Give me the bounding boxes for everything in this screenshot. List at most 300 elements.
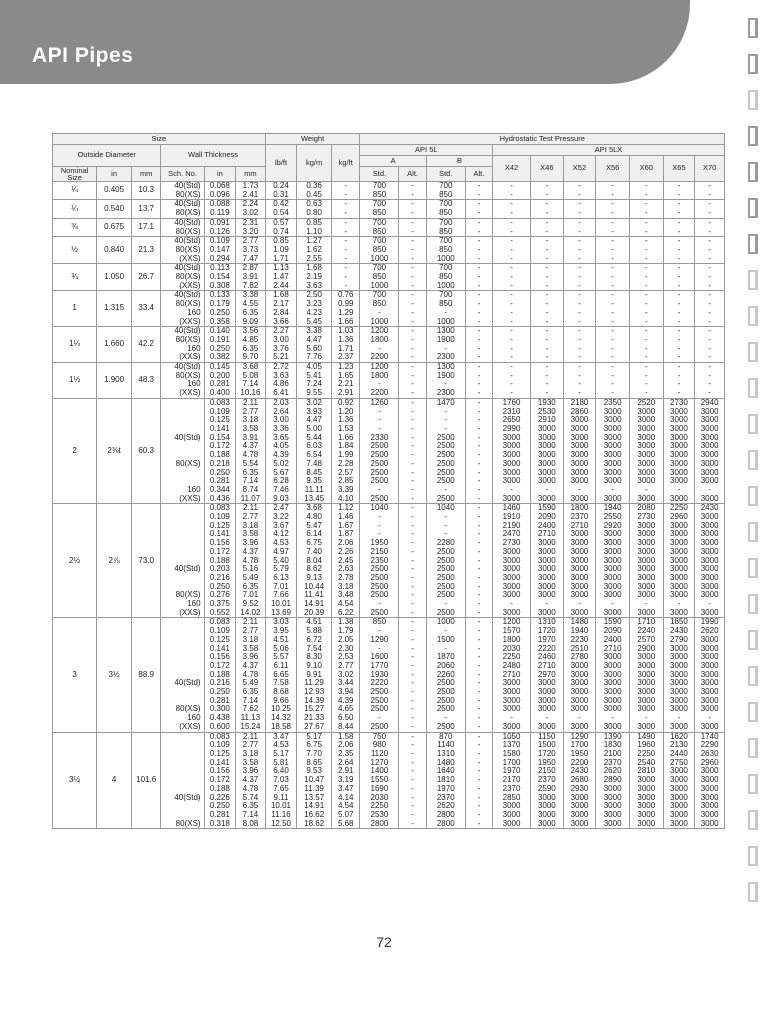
od-in-cell: 0.540 — [97, 200, 132, 218]
x52-cell-value: 3000 — [570, 432, 589, 442]
std-b-header: Std. — [426, 167, 465, 182]
x60-cell-value: - — [644, 599, 648, 609]
wall-mm-cell-value: 3.91 — [242, 272, 259, 282]
kgft-cell — [332, 398, 360, 503]
section-tab[interactable] — [748, 378, 758, 398]
x56-cell-value: - — [611, 326, 614, 336]
wall-mm-cell-value: 2.77 — [242, 236, 259, 246]
x70-cell-value: 2960 — [700, 757, 719, 767]
wall-in-cell — [204, 504, 236, 618]
section-tab[interactable] — [748, 126, 758, 146]
section-tab[interactable] — [748, 666, 758, 686]
sch-cell-value: 40(Std) — [174, 564, 201, 574]
lbft-cell-value: 2.84 — [273, 307, 289, 317]
section-tab[interactable] — [748, 234, 758, 254]
x65-cell-value: 3000 — [670, 607, 688, 617]
x65-cell-value: 3000 — [670, 450, 688, 460]
x42-cell-value: 1050 — [502, 732, 521, 741]
x65-cell-value: - — [677, 713, 681, 723]
x70-cell-value: 2940 — [700, 398, 719, 407]
std-b-cell-value: 2500 — [436, 493, 455, 503]
alt-a-cell-value: - — [411, 572, 414, 582]
x42-cell-value: 1700 — [502, 757, 521, 767]
alt-a-cell-value: - — [411, 617, 414, 627]
x70-cell-value: 3000 — [700, 809, 719, 819]
x52-cell-value: 3000 — [570, 458, 589, 468]
kgft-cell-value: 1.29 — [337, 307, 354, 317]
std-b-cell-value: 850 — [439, 189, 453, 199]
alt-a-cell — [399, 200, 426, 218]
std-a-cell — [360, 291, 399, 327]
x46-cell-value: - — [545, 218, 549, 227]
std-a-cell-value: 2500 — [370, 581, 389, 591]
kgft-cell-value: 2.30 — [337, 643, 354, 653]
kgft-cell — [332, 264, 360, 291]
alt-a-cell-value: - — [411, 189, 414, 199]
std-b-cell-value: 700 — [439, 263, 453, 273]
x70-cell-value: - — [708, 189, 711, 199]
x65-cell-value: - — [677, 218, 681, 227]
section-tab[interactable] — [748, 450, 758, 470]
alt-a-cell — [399, 732, 426, 829]
x65-cell — [663, 618, 695, 732]
std-a-cell-value: 1000 — [370, 253, 389, 263]
alt-b-cell-value: - — [477, 652, 481, 662]
x46-cell-value: 3000 — [537, 564, 556, 574]
lbft-cell-value: 6.28 — [273, 476, 289, 486]
size-group-row — [53, 363, 725, 399]
alt-a-cell-value: - — [411, 493, 414, 503]
section-tab[interactable] — [748, 630, 758, 650]
alt-a-cell-value: - — [411, 208, 414, 218]
od-in-cell: 0.675 — [97, 218, 132, 236]
x46-cell-value: 3000 — [537, 538, 556, 548]
std-a-cell — [360, 504, 399, 618]
x60-cell — [629, 218, 663, 236]
kgm-cell-value: 9.53 — [306, 766, 322, 776]
alt-a-cell-value: - — [411, 809, 414, 819]
std-a-cell-value: 700 — [372, 263, 387, 273]
section-tab[interactable] — [748, 486, 758, 506]
alt-a-cell-value: - — [411, 406, 414, 416]
x46-cell-value: 3000 — [537, 450, 556, 460]
wall-in-cell-value: 0.188 — [209, 450, 230, 460]
wall-in-cell — [204, 264, 236, 291]
std-b-cell-value: 870 — [439, 732, 453, 741]
wall-mm-cell-value: 2.77 — [242, 406, 259, 416]
section-tab[interactable] — [748, 558, 758, 578]
kgm-cell-value: 7.48 — [306, 458, 322, 468]
x42-cell-value: - — [510, 208, 513, 218]
section-tab[interactable] — [748, 90, 758, 110]
std-a-cell-value: 700 — [372, 218, 387, 227]
sch-cell-value: 80(XS) — [175, 458, 201, 468]
alt-a-cell-value: - — [411, 740, 414, 750]
sch-cell-value: (XXS) — [179, 316, 201, 326]
sch-cell — [161, 398, 204, 503]
x46-cell-value: - — [545, 236, 549, 246]
x70-cell-value: 3000 — [700, 643, 719, 653]
alt-b-cell-value: - — [477, 572, 481, 582]
std-b-cell — [426, 182, 465, 200]
wall-in-cell-value: 0.083 — [209, 503, 230, 513]
wall-mm-cell-value: 2.31 — [242, 218, 259, 227]
std-b-cell-value: 2500 — [436, 458, 455, 468]
x65-cell-value: - — [677, 199, 681, 209]
std-b-cell-value: 700 — [439, 218, 453, 227]
od-mm-cell: 88.9 — [131, 618, 160, 732]
wall-mm-cell-value: 7.14 — [242, 695, 259, 705]
x42-cell-value: 3000 — [502, 572, 521, 582]
x42-cell-value: 2250 — [502, 652, 521, 662]
alt-b-cell-value: - — [477, 199, 481, 209]
alt-a-cell-value: - — [411, 529, 414, 539]
x60-cell-value: 3000 — [637, 423, 656, 433]
kgft-cell-value: 3.94 — [337, 687, 354, 697]
wall-in-cell-value: 0.226 — [209, 792, 230, 802]
x42-cell-value: 2850 — [502, 792, 521, 802]
kgm-cell-value: 8.30 — [306, 652, 322, 662]
std-a-cell-value: 850 — [372, 244, 387, 254]
x60-cell-value: 3000 — [637, 652, 656, 662]
x65-cell-value: 2430 — [670, 626, 688, 636]
x65-cell-value: 3000 — [670, 678, 688, 688]
std-a-cell-value: 850 — [372, 617, 387, 627]
x70-cell-value: - — [708, 272, 711, 282]
wall-mm-cell-value: 2.41 — [242, 189, 259, 199]
sch-cell-value: (XXS) — [179, 253, 201, 263]
x60-header: X60 — [629, 156, 663, 182]
alt-a-cell-value: - — [411, 388, 414, 398]
section-tab[interactable] — [748, 702, 758, 722]
section-tab[interactable] — [748, 594, 758, 614]
x52-cell-value: - — [578, 307, 581, 317]
alt-a-cell-value: - — [411, 441, 414, 451]
std-b-cell-value: 2500 — [436, 721, 455, 731]
section-tab[interactable] — [748, 738, 758, 758]
section-tab[interactable] — [748, 306, 758, 326]
wall-mm-cell-value: 3.56 — [242, 326, 259, 336]
x65-cell-value: 3000 — [670, 721, 688, 731]
x46-cell-value: - — [545, 189, 549, 199]
x65-cell-value: - — [677, 263, 681, 273]
x70-cell-value: 3000 — [700, 695, 719, 705]
std-a-cell-value: 2500 — [370, 493, 389, 503]
kgm-cell-value: 4.47 — [306, 415, 322, 425]
x65-cell-value: 3000 — [670, 441, 688, 451]
lbft-cell-value: 5.21 — [273, 352, 289, 362]
lbft-cell-value: 0.24 — [273, 181, 289, 190]
wall-in-cell-value: 0.318 — [209, 818, 230, 828]
sch-cell-value: 160 — [187, 484, 201, 494]
x46-cell-value: - — [545, 181, 549, 190]
lbft-cell-value: 5.40 — [273, 555, 289, 565]
x70-cell-value: 3000 — [700, 450, 719, 460]
wall-mm-cell-value: 2.11 — [242, 617, 258, 627]
x52-cell-value: 1800 — [570, 503, 589, 513]
section-tab[interactable] — [748, 810, 758, 830]
section-tab[interactable] — [748, 270, 758, 290]
x42-cell-value: 3000 — [502, 809, 521, 819]
kgm-cell — [297, 618, 332, 732]
nominal-size-cell: ¼ — [53, 200, 97, 218]
wall-mm-cell-value: 8.74 — [242, 484, 259, 494]
alt-a-cell — [399, 264, 426, 291]
alt-a-cell — [399, 237, 426, 264]
lbft-cell-value: 5.81 — [273, 757, 289, 767]
section-tab[interactable] — [748, 414, 758, 434]
lbft-cell — [265, 398, 297, 503]
std-b-cell-value: 2500 — [436, 687, 455, 697]
x46-cell — [531, 237, 564, 264]
sch-cell-value: 160 — [187, 379, 201, 389]
section-tab[interactable] — [748, 18, 758, 38]
alt-a-cell-value: - — [411, 704, 414, 714]
x60-cell-value: 3000 — [637, 801, 656, 811]
lbft-cell-value: 6.11 — [273, 660, 289, 670]
std-a-cell-value: 2250 — [370, 801, 389, 811]
kgm-cell-value: 10.47 — [304, 775, 325, 785]
x70-cell — [695, 182, 725, 200]
x70-cell-value: - — [708, 713, 711, 723]
x42-cell — [493, 237, 531, 264]
x60-cell-value: - — [644, 379, 648, 389]
alt-a-cell-value: - — [411, 334, 414, 344]
x65-cell-value: 3000 — [670, 564, 688, 574]
kgft-cell-value: 2.35 — [337, 749, 354, 758]
kgft-cell-value: 2.37 — [337, 352, 354, 362]
std-b-cell-value: 2500 — [436, 555, 455, 565]
od-in-cell: 1.315 — [97, 291, 132, 327]
kgm-cell-value: 3.68 — [306, 503, 322, 513]
x46-cell — [531, 363, 564, 399]
sch-cell — [161, 182, 204, 200]
section-tab[interactable] — [748, 522, 758, 542]
section-tab[interactable] — [748, 774, 758, 794]
wall-in-cell-value: 0.147 — [209, 244, 230, 254]
kgm-cell-value: 4.47 — [306, 334, 322, 344]
x56-cell-value: 2920 — [603, 520, 622, 530]
od-in-cell: 2⅜t — [97, 398, 132, 503]
kgft-cell-value: 1.20 — [337, 406, 354, 416]
alt-b-cell-value: - — [477, 818, 481, 828]
x60-cell-value: 2570 — [637, 634, 656, 644]
sch-cell — [161, 237, 204, 264]
sch-cell-value: 40(Std) — [174, 199, 201, 209]
std-b-cell-value: 1140 — [437, 740, 455, 750]
x46-cell-value: 2400 — [537, 520, 556, 530]
x70-cell-value: 3000 — [700, 801, 719, 811]
std-a-cell-value: 2220 — [370, 678, 389, 688]
x52-cell-value: 3000 — [570, 581, 589, 591]
kgft-cell-value: 1.66 — [337, 316, 354, 326]
wall-in-cell-value: 0.141 — [209, 529, 230, 539]
x52-cell-value: 3000 — [570, 818, 589, 828]
alt-b-cell — [465, 398, 492, 503]
alt-b-cell-value: - — [477, 236, 481, 246]
std-a-cell-value: 1800 — [370, 370, 389, 380]
x70-cell-value: - — [708, 236, 711, 246]
section-tab[interactable] — [748, 198, 758, 218]
x60-cell-value: 3000 — [637, 406, 656, 416]
x70-cell — [695, 504, 725, 618]
x46-cell-value: - — [545, 199, 549, 209]
x60-cell-value: 3000 — [637, 432, 656, 442]
kgm-cell — [297, 291, 332, 327]
x70-cell — [695, 327, 725, 363]
x42-cell-value: 3000 — [502, 441, 521, 451]
alt-b-cell-value: - — [477, 512, 481, 522]
alt-a-cell-value: - — [411, 721, 414, 731]
x42-cell-value: 3000 — [502, 590, 521, 600]
x46-cell — [531, 398, 564, 503]
lbft-cell-value: 7.46 — [273, 484, 289, 494]
alt-b-cell-value: - — [477, 484, 481, 494]
kgm-cell-value: 14.39 — [304, 695, 325, 705]
alt-b-cell — [465, 504, 492, 618]
x52-cell-value: - — [578, 362, 581, 372]
alt-b-cell-value: - — [477, 704, 481, 714]
lbft-cell-value: 0.85 — [273, 236, 289, 246]
lbft-cell — [265, 182, 297, 200]
x70-cell-value: 3000 — [700, 818, 719, 828]
x46-cell-value: 2220 — [537, 643, 556, 653]
x60-cell-value: 3000 — [637, 607, 656, 617]
alt-b-cell-value: - — [477, 599, 481, 609]
wall-mm-cell — [236, 182, 266, 200]
x56-cell-value: 2400 — [603, 634, 622, 644]
od-mm-cell: 60.3 — [131, 398, 160, 503]
x42-cell-value: - — [510, 370, 513, 380]
hydro-header: Hydrostatic Test Pressure — [360, 134, 725, 145]
sch-cell-value: 80(XS) — [175, 370, 201, 380]
alt-b-cell-value: - — [477, 307, 481, 317]
section-tab[interactable] — [748, 342, 758, 362]
wall-mm-cell-value: 11.13 — [240, 713, 261, 723]
x56-header: X56 — [596, 156, 630, 182]
std-b-cell-value: 2370 — [436, 792, 455, 802]
x52-cell-value: - — [578, 226, 581, 236]
std-b-cell-value: 1970 — [436, 783, 455, 793]
x65-cell-value: - — [677, 326, 681, 336]
x65-cell-value: 3000 — [670, 695, 688, 705]
lbft-cell-value: 0.57 — [273, 218, 289, 227]
std-b-cell-value: 1300 — [436, 326, 455, 336]
wall-in-cell-value: 0.382 — [209, 352, 230, 362]
x46-cell-value: - — [545, 290, 549, 300]
kgft-cell-value: 3.18 — [337, 581, 354, 591]
wall-mm-cell-value: 7.14 — [242, 809, 259, 819]
wall-mm-cell-value: 6.35 — [242, 307, 259, 317]
x56-cell-value: 3000 — [603, 476, 622, 486]
x70-cell-value: 3000 — [700, 783, 719, 793]
std-b-cell-value: 2300 — [436, 352, 455, 362]
x65-cell-value: - — [677, 334, 681, 344]
x60-cell-value: - — [644, 352, 648, 362]
x65-cell-value: 3000 — [670, 652, 688, 662]
x70-cell-value: - — [708, 599, 711, 609]
std-b-cell-value: 2500 — [436, 564, 455, 574]
alt-b-cell-value: - — [477, 538, 481, 548]
lbft-header: lb/ft — [265, 145, 297, 182]
lbft-cell-value: 4.53 — [273, 538, 289, 548]
x60-cell-value: 3000 — [637, 590, 656, 600]
alt-b-cell-value: - — [477, 493, 481, 503]
alt-b-cell-value: - — [477, 423, 481, 433]
kgft-cell-value: 2.26 — [337, 546, 354, 556]
x56-cell-value: - — [611, 253, 614, 263]
x42-cell-value: - — [510, 343, 513, 353]
size-group-row — [53, 504, 725, 618]
x42-cell-value: 1580 — [502, 749, 521, 758]
x70-cell-value: 3000 — [700, 432, 719, 442]
std-b-cell-value: 2500 — [436, 590, 455, 600]
wall-in-cell-value: 0.281 — [209, 695, 230, 705]
x42-cell — [493, 618, 531, 732]
kgm-cell-value: 7.70 — [306, 749, 322, 758]
x42-cell-value: 3000 — [502, 704, 521, 714]
x56-cell-value: 3000 — [603, 801, 622, 811]
std-a-cell-value: 850 — [372, 272, 387, 282]
section-tab[interactable] — [748, 882, 758, 902]
alt-a-cell-value: - — [411, 503, 414, 513]
sch-cell-value: 40(Std) — [174, 181, 201, 190]
size-group-row — [53, 182, 725, 200]
x42-cell-value: - — [510, 272, 513, 282]
x42-cell-value: - — [510, 244, 513, 254]
section-tab[interactable] — [748, 162, 758, 182]
x52-cell — [563, 218, 596, 236]
alt-a-cell — [399, 291, 426, 327]
std-b-cell-value: 850 — [439, 244, 453, 254]
kgm-cell-value: 8.65 — [306, 757, 322, 767]
size-header: Size — [53, 134, 266, 145]
alt-a-cell — [399, 327, 426, 363]
std-b-cell — [426, 363, 465, 399]
section-tab[interactable] — [748, 54, 758, 74]
std-a-cell — [360, 363, 399, 399]
kgm-cell-value: 3.93 — [306, 406, 322, 416]
wall-mm-cell-value: 3.18 — [242, 749, 259, 758]
x52-cell-value: 3000 — [570, 687, 589, 697]
wall-mm-cell — [236, 363, 266, 399]
kgm-cell — [297, 504, 332, 618]
x60-cell-value: - — [644, 236, 648, 246]
kgm-cell-value: 11.41 — [304, 590, 324, 600]
wall-in-cell-value: 0.156 — [209, 652, 230, 662]
x56-cell-value: 3000 — [603, 678, 622, 688]
kgft-cell-value: - — [344, 272, 348, 282]
x46-cell-value: 1720 — [537, 749, 556, 758]
section-tab[interactable] — [748, 846, 758, 866]
kgft-cell-value: - — [344, 236, 348, 246]
x70-cell-value: - — [708, 218, 711, 227]
lbft-cell-value: 6.13 — [273, 572, 289, 582]
kgm-cell-value: 2.55 — [306, 253, 322, 263]
std-b-cell-value: 1000 — [436, 617, 455, 627]
alt-b-cell-value: - — [477, 581, 481, 591]
nominal-size-cell: ½ — [53, 237, 97, 264]
x56-cell-value: - — [611, 388, 614, 398]
lbft-cell-value: 10.01 — [270, 801, 291, 811]
x60-cell-value: 3000 — [637, 458, 656, 468]
x70-cell — [695, 264, 725, 291]
x42-cell-value: - — [510, 181, 513, 190]
alt-b-cell-value: - — [477, 316, 481, 326]
x60-cell-value: 2540 — [637, 757, 656, 767]
sch-cell — [161, 327, 204, 363]
alt-b-cell-value: - — [477, 721, 481, 731]
